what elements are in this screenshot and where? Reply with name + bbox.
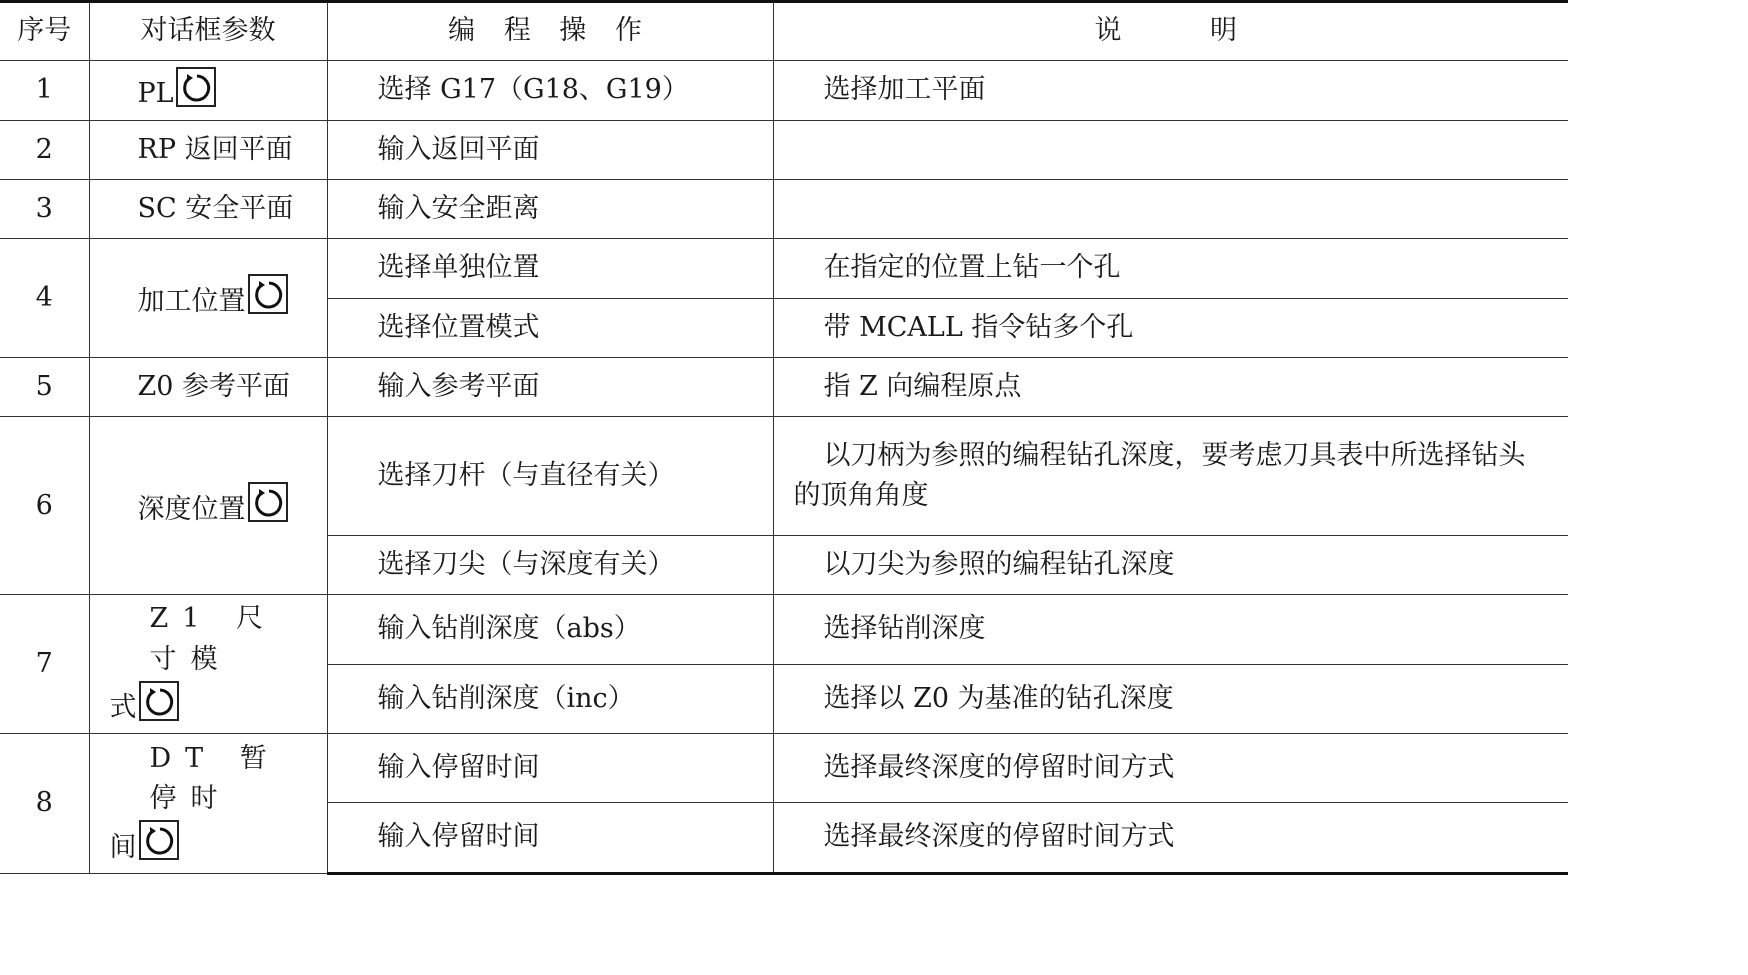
desc-cell: 带 MCALL 指令钻多个孔 bbox=[773, 298, 1568, 357]
param-label: PL bbox=[137, 78, 174, 110]
param-cell bbox=[89, 61, 327, 120]
row-number: 5 bbox=[0, 357, 89, 416]
param-label: Z1 尺寸模 bbox=[149, 603, 278, 675]
desc-cell: 选择钻削深度 bbox=[773, 595, 1568, 664]
op-cell: 选择刀杆（与直径有关） bbox=[327, 417, 773, 536]
header-desc: 说 明 bbox=[773, 2, 1568, 61]
cycle-toggle-icon[interactable] bbox=[139, 820, 179, 860]
param-cell: Z0 参考平面 bbox=[89, 357, 327, 416]
op-cell: 选择刀尖（与深度有关） bbox=[327, 535, 773, 594]
row-number: 2 bbox=[0, 120, 89, 179]
op-cell: 输入参考平面 bbox=[327, 357, 773, 416]
op-cell: 输入钻削深度（abs） bbox=[327, 595, 773, 664]
op-cell: 选择 G17（G18、G19） bbox=[327, 61, 773, 120]
desc-cell: 选择以 Z0 为基准的钻孔深度 bbox=[773, 664, 1568, 733]
header-row bbox=[0, 2, 1568, 61]
param-label: 加工位置 bbox=[137, 285, 246, 317]
param-label-cont: 式 bbox=[109, 692, 137, 724]
desc-cell: 以刀柄为参照的编程钻孔深度，要考虑刀具表中所选择钻头的顶角角度 bbox=[773, 417, 1568, 536]
param-cell bbox=[89, 417, 327, 595]
desc-cell: 选择最终深度的停留时间方式 bbox=[773, 803, 1568, 874]
table-row bbox=[0, 357, 1568, 416]
row-number: 7 bbox=[0, 595, 89, 734]
row-number: 3 bbox=[0, 179, 89, 238]
param-cell bbox=[89, 595, 327, 734]
desc-cell: 指 Z 向编程原点 bbox=[773, 357, 1568, 416]
header-param: 对话框参数 bbox=[89, 2, 327, 61]
op-cell: 选择单独位置 bbox=[327, 239, 773, 298]
desc-cell: 以刀尖为参照的编程钻孔深度 bbox=[773, 535, 1568, 594]
param-label: DT 暂停时 bbox=[149, 742, 281, 815]
cycle-toggle-icon[interactable] bbox=[139, 681, 179, 721]
row-number: 6 bbox=[0, 417, 89, 595]
desc-cell: 选择加工平面 bbox=[773, 61, 1568, 120]
row-number: 4 bbox=[0, 239, 89, 358]
header-num: 序号 bbox=[0, 2, 89, 61]
op-cell: 输入安全距离 bbox=[327, 179, 773, 238]
desc-cell: 选择最终深度的停留时间方式 bbox=[773, 734, 1568, 803]
op-cell: 输入返回平面 bbox=[327, 120, 773, 179]
param-label-cont: 间 bbox=[109, 831, 137, 863]
table-row bbox=[0, 239, 1568, 298]
param-cell: SC 安全平面 bbox=[89, 179, 327, 238]
table-row bbox=[0, 61, 1568, 120]
table-row bbox=[0, 595, 1568, 664]
table-row bbox=[0, 417, 1568, 536]
op-cell: 输入停留时间 bbox=[327, 803, 773, 874]
op-cell: 输入钻削深度（inc） bbox=[327, 664, 773, 733]
cycle-toggle-icon[interactable] bbox=[176, 67, 216, 107]
table-row bbox=[0, 734, 1568, 803]
param-cell bbox=[89, 734, 327, 874]
table-row bbox=[0, 179, 1568, 238]
desc-cell bbox=[773, 179, 1568, 238]
param-cell: RP 返回平面 bbox=[89, 120, 327, 179]
row-number: 8 bbox=[0, 734, 89, 874]
param-cell bbox=[89, 239, 327, 358]
row-number: 1 bbox=[0, 61, 89, 120]
op-cell: 输入停留时间 bbox=[327, 734, 773, 803]
cycle-toggle-icon[interactable] bbox=[248, 274, 288, 314]
param-label: 深度位置 bbox=[137, 493, 246, 525]
cycle-toggle-icon[interactable] bbox=[248, 482, 288, 522]
desc-cell: 在指定的位置上钻一个孔 bbox=[773, 239, 1568, 298]
header-op: 编 程 操 作 bbox=[327, 2, 773, 61]
desc-cell bbox=[773, 120, 1568, 179]
op-cell: 选择位置模式 bbox=[327, 298, 773, 357]
table-row bbox=[0, 120, 1568, 179]
